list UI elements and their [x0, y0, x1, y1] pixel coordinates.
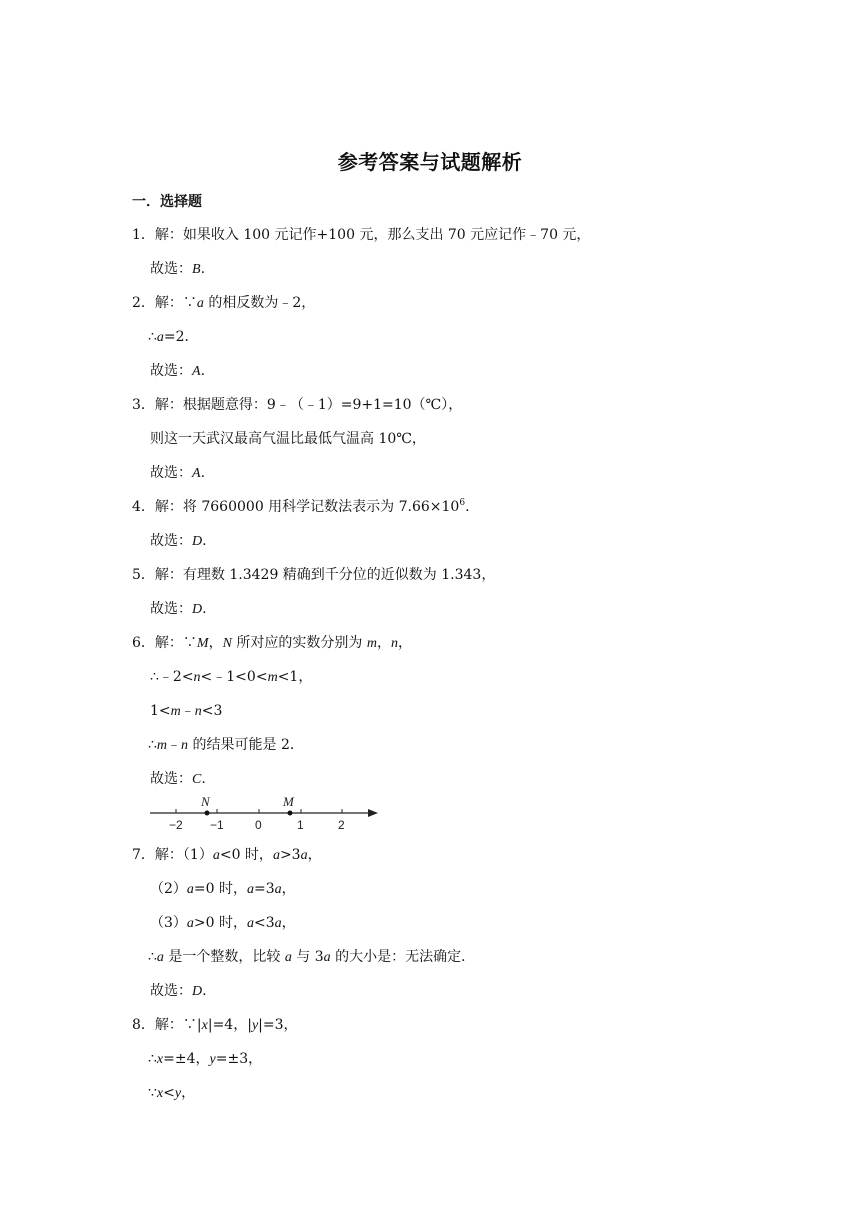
- arrow-head-icon: [368, 809, 378, 817]
- q7-line-4: ∴a 是一个整数，比较 a 与 3a 的大小是：无法确定．: [148, 949, 476, 965]
- q8-line-2: ∴x=±4，y=±3，: [148, 1051, 263, 1067]
- q7-line-1: 7．解：（1）a<0 时，a>3a，: [132, 847, 322, 863]
- q6-line-3: 1<m﹣n<3: [150, 703, 223, 719]
- tick-label: 1: [297, 818, 304, 832]
- q8-line-3: ∵x<y，: [148, 1085, 196, 1101]
- q5-answer: 故选：D.: [150, 601, 207, 617]
- q6-line-4: ∴m﹣n 的结果可能是 2．: [148, 737, 304, 753]
- q3-line-1: 3．解：根据题意得：9﹣（﹣1）=9+1=10（℃），: [132, 397, 463, 413]
- page-title: 参考答案与试题解析: [337, 150, 523, 174]
- q3-answer: 故选：A.: [150, 465, 206, 481]
- q4-answer: 故选：D.: [150, 533, 207, 549]
- q8-line-1: 8．解：∵|x|=4，|y|=3，: [132, 1017, 298, 1033]
- q6-line-1: 6．解：∵M，N 所对应的实数分别为 m，n，: [132, 635, 412, 651]
- q2-answer: 故选：A.: [150, 363, 206, 379]
- q2-line-1: 2．解：∵a 的相反数为﹣2，: [132, 295, 316, 311]
- q2-line-2: ∴a=2．: [148, 329, 199, 345]
- q1-line-1: [132, 226, 590, 244]
- q4-line-1: 4．解：将 7660000 用科学记数法表示为 $7.66\times 10^6$.: [132, 498, 470, 515]
- q7-answer: 故选：D.: [150, 983, 207, 999]
- point-m-dot: [288, 811, 293, 816]
- q3-line-2: 则这一天武汉最高气温比最低气温高 10℃，: [150, 431, 426, 447]
- q1-text: 解：如果收入 100 元记作+100 元，那么支出 70 元应记作﹣70 元，: [154, 227, 591, 243]
- q1-answer: 故选：B.: [150, 261, 206, 277]
- tick-label: 2: [338, 818, 345, 832]
- point-n-label: N: [201, 794, 210, 809]
- number-line-figure: [150, 792, 385, 832]
- q7-line-3: （3）a>0 时，a<3a，: [150, 915, 296, 931]
- q1-number: 1．: [132, 227, 155, 243]
- point-m-label: M: [283, 794, 294, 809]
- q6-answer: 故选：C.: [150, 771, 206, 787]
- point-n-dot: [205, 811, 210, 816]
- tick-label: −1: [210, 818, 224, 832]
- q5-line-1: 5．解：有理数 1.3429 精确到千分位的近似数为 1.343，: [132, 567, 496, 583]
- q7-line-2: （2）a=0 时，a=3a，: [150, 881, 296, 897]
- tick-label: −2: [169, 818, 183, 832]
- tick-label: 0: [255, 818, 262, 832]
- q6-line-2: ∴﹣2<n<﹣1<0<m<1，: [150, 669, 313, 685]
- section-heading: 一．选择题: [132, 194, 202, 210]
